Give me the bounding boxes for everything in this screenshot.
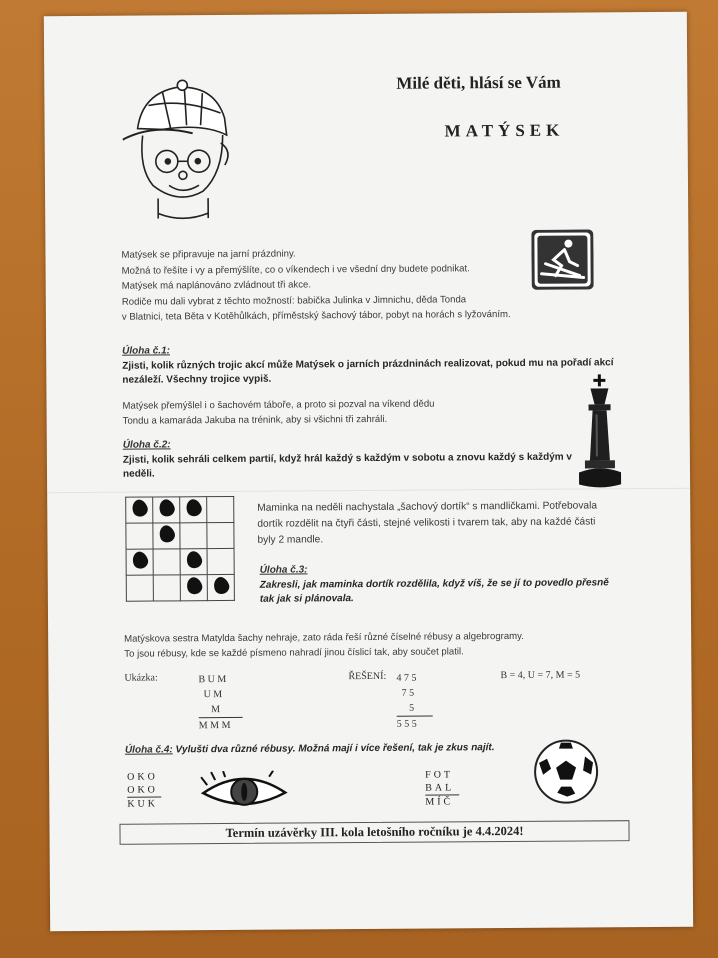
intro-text [121,244,592,325]
task2-text: Zjisti, kolik sehráli celkem partií, když hrál každý s každým v sobotu a znovu každý s každým v neděli. [122,451,573,480]
cake-text: Maminka na neděli nachystala „šachový dortík“ s mandličkami. Potřebovala dortík rozdělit na čtyři části, stejné velikosti i tvarem tak, aby na každé části byly 2 mandle. [257,500,598,546]
almond-icon [129,497,149,518]
sister-text [124,628,624,661]
intro-line: Matýsek má naplánováno zvládnout tři akce. [121,279,312,292]
rebus-row: OKO [127,771,158,783]
grid-cell[interactable] [180,497,207,523]
intro-line: Rodiče mu dali vybrat z těchto možností: babička Julinka v Jimnichu, děda Tonda [121,293,467,308]
name-title: MATÝSEK [444,120,565,141]
solution-rebus [396,671,432,732]
grid-cell[interactable] [207,496,234,522]
grid-cell[interactable] [207,548,234,574]
grid-cell[interactable] [207,574,234,600]
solution-row: 5 [397,701,433,717]
example-label: Ukázka: [124,672,158,684]
example-rebus [198,672,242,733]
eye-icon [199,771,289,814]
example-row: M [199,702,243,718]
almond-icon [211,574,231,595]
greeting-title: Milé děti, hlásí se Vám [396,72,561,93]
solution-row: 5 5 5 [396,718,417,730]
grid-cell[interactable] [126,575,153,601]
deadline-banner: Termín uzávěrky III. kola letošního ročníku je 4.4.2024! [119,820,629,845]
task3-text: Zakresli, jak maminka dortík rozdělila, když víš, že se jí to povedlo přesně tak jak si plánovala. [259,577,609,605]
grid-cell[interactable] [153,523,180,549]
task1-text: Zjisti, kolik různých trojic akcí může Matýsek o jarních prázdninách realizovat, pokud mu na pořadí akcí nezáleží. Všechny trojice vypiš. [122,357,614,386]
task2-title: Úloha č.2: [122,439,171,451]
rebus-row: FOT [425,769,454,781]
example-row: U M [198,689,223,701]
worksheet-paper [44,12,693,931]
rebus-oko [127,770,161,810]
grid-cell[interactable] [180,575,207,601]
intro-line: Možná to řešíte i vy a přemýšlíte, co o víkendech i ve všední dny budete podnikat. [121,262,470,277]
grid-cell[interactable] [180,549,207,575]
almond-icon [156,523,176,544]
rebus-row: MÍČ [425,796,454,808]
intro-line: Matýsek se připravuje na jarní prázdniny. [121,248,296,261]
solution-key: B = 4, U = 7, M = 5 [500,669,581,682]
grid-row [126,496,234,523]
example-row: B U M [198,673,227,686]
rebus-row: KUK [127,798,159,810]
almond-icon [183,497,203,518]
solution-row: 7 5 [396,687,415,699]
sister-line: Matýskova sestra Matylda šachy nehraje, zato ráda řeší různé číselné rébusy a algebrogramy. [124,630,524,645]
grid-cell[interactable] [126,549,153,575]
chess-king-icon [574,372,625,492]
grid-cell[interactable] [126,497,153,523]
chess-cake-grid[interactable] [125,496,235,602]
rebus-fotbal [425,768,459,808]
grid-row [126,548,234,575]
grid-row [126,522,234,549]
almond-icon [156,497,176,518]
example-row: M M M [198,719,231,732]
grid-cell[interactable] [126,523,153,549]
rebus-row: BAL [425,781,459,795]
grid-cell[interactable] [153,575,180,601]
grid-cell[interactable] [180,523,207,549]
task3-title: Úloha č.3: [259,564,308,576]
rebus-row: OKO [127,783,161,797]
solution-row: 4 7 5 [396,672,417,684]
almond-icon [130,549,150,570]
intro-line: v Blatnici, teta Běta v Kotěhůlkách, příměstský šachový tábor, pobyt na horách s lyžováním. [121,309,511,323]
grid-row [126,574,234,601]
almond-icon [184,549,204,570]
solution-label: ŘEŠENÍ: [348,670,387,683]
boy-icon [122,73,243,224]
task4-title: Úloha č.4: [124,744,173,756]
grid-cell[interactable] [207,522,234,548]
task4-text: Vylušti dva různé rébusy. Možná mají i více řešení, tak je zkus najít. [175,742,495,756]
sister-line: To jsou rébusy, kde se každé písmeno nahradí jinou číslicí tak, aby součet platil. [124,646,464,660]
task4-line [125,741,495,758]
football-icon [533,738,599,804]
almond-icon [184,575,204,596]
grid-cell[interactable] [153,497,180,523]
chess-text: Matýsek přemýšlel i o šachovém táboře, a proto si pozval na víkend dědu Tondu a kamaráda Jakuba na trénink, aby si všichni tři zahráli. [122,398,435,427]
task1-title: Úloha č.1: [122,345,170,357]
grid-cell[interactable] [153,549,180,575]
